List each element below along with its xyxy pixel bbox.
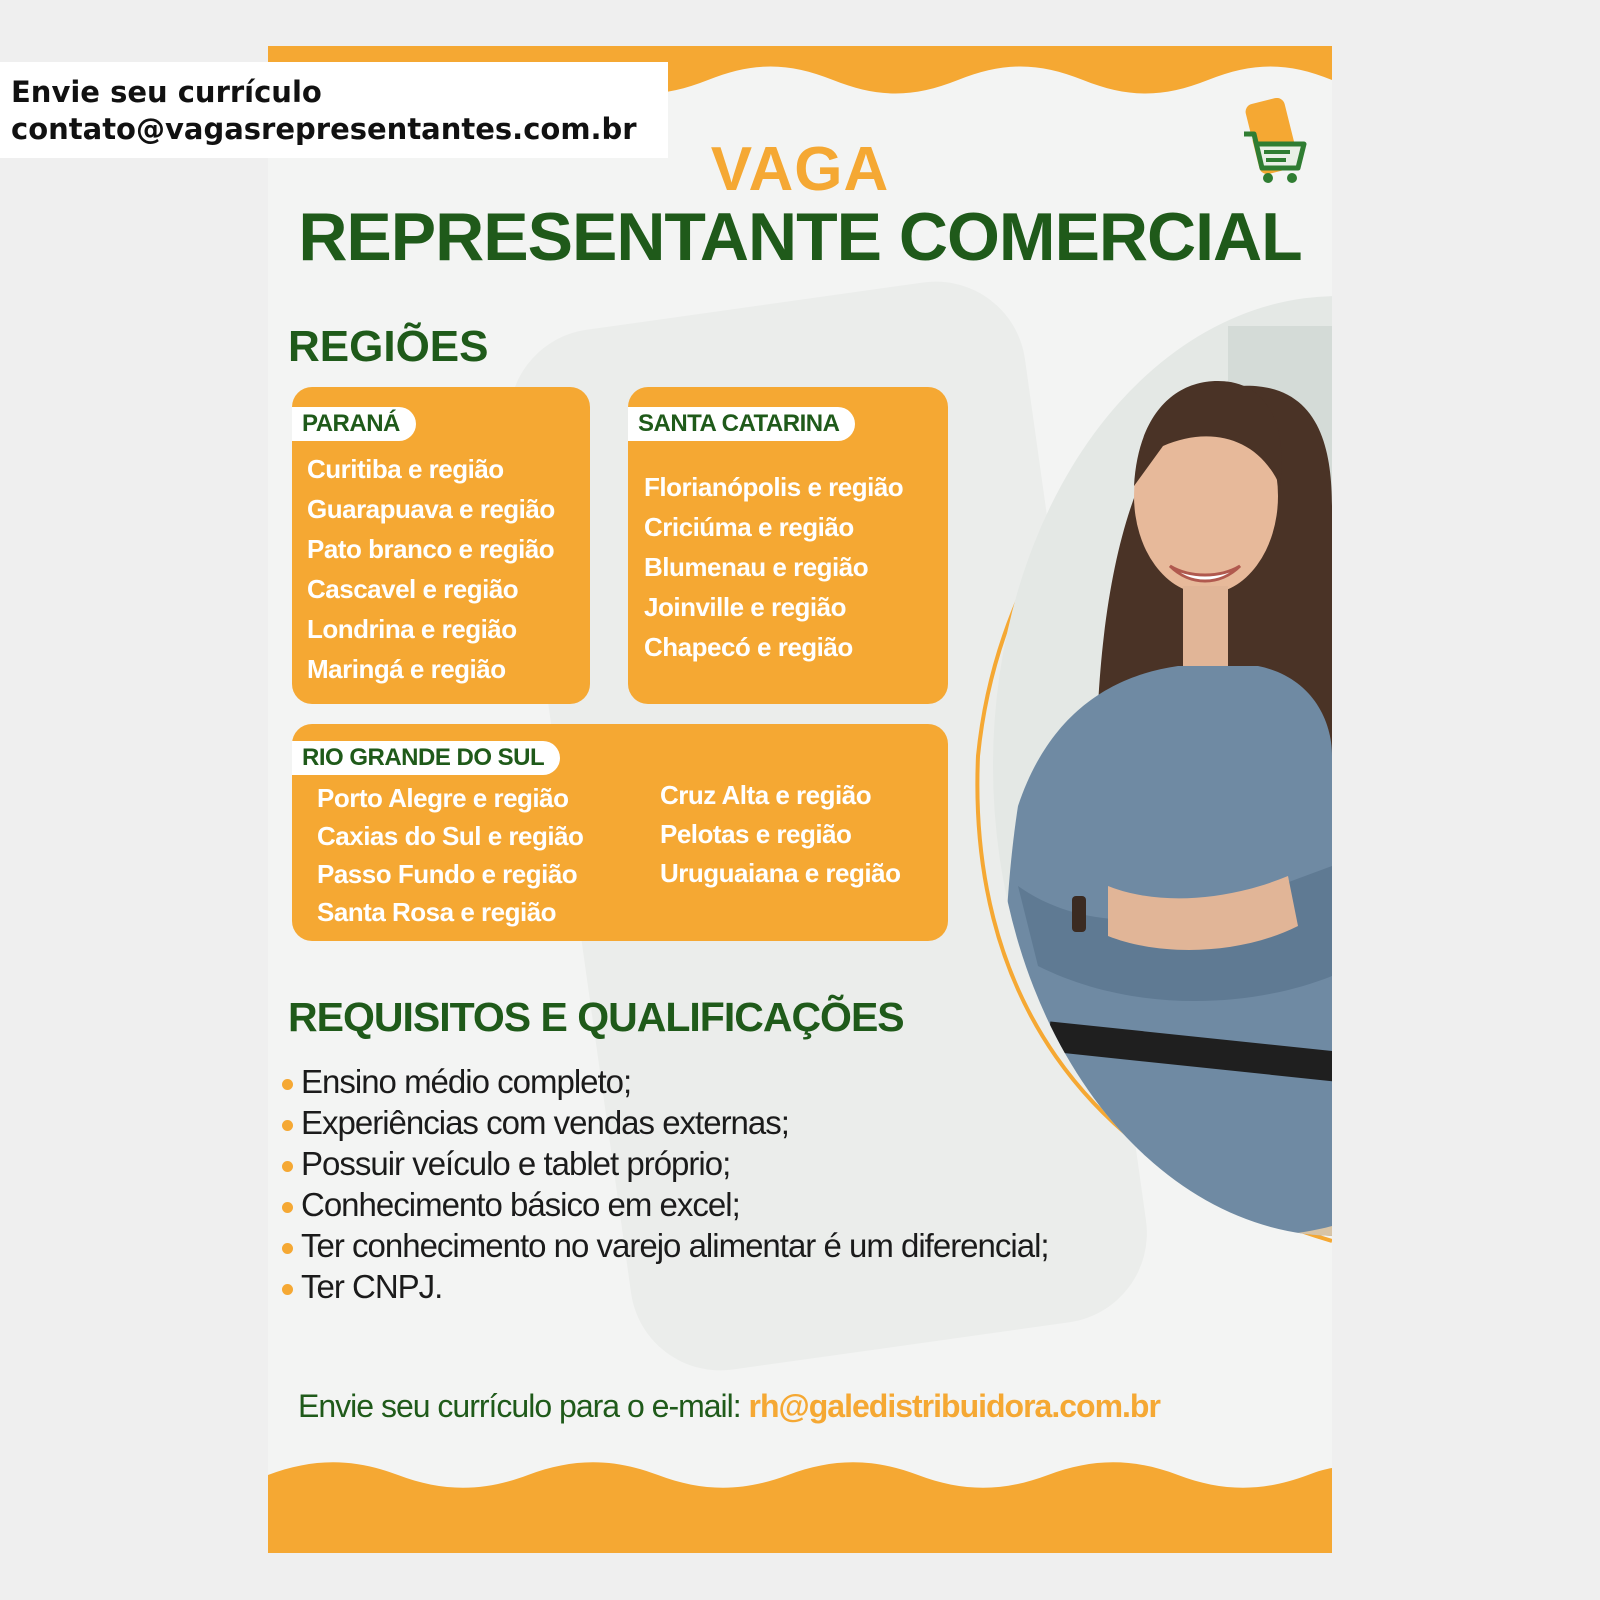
region-label-rio-grande-do-sul: RIO GRANDE DO SUL [292,741,560,775]
list-item: Maringá e região [307,654,506,684]
region-label-parana: PARANÁ [292,407,416,441]
list-item [282,1061,1049,1102]
region-card-rio-grande-do-sul [292,724,948,941]
title-main: REPRESENTANTE COMERCIAL [298,199,1302,275]
list-item: Joinville e região [644,592,846,622]
list-item [282,1102,1049,1143]
list-item: Guarapuava e região [307,494,555,524]
list-item: Uruguaiana e região [660,858,901,888]
overlay-line-1: Envie seu currículo [11,75,322,109]
requirements-list [282,1061,1049,1307]
requirement-text: Ensino médio completo; [301,1063,632,1100]
list-item: Caxias do Sul e região [317,821,584,851]
list-item: Cruz Alta e região [660,780,872,810]
city-list-rio-grande-do-sul-left [317,779,583,931]
list-item [282,1266,1049,1307]
city-list-santa-catarina [644,467,903,667]
requirement-text: Experiências com vendas externas; [301,1104,789,1141]
city-list-parana [307,449,555,689]
contact-email-link[interactable]: rh@galedistribuidora.com.br [748,1388,1160,1424]
requirement-text: Ter conhecimento no varejo alimentar é um diferencial; [301,1227,1049,1264]
list-item: Curitiba e região [307,454,504,484]
list-item: Santa Rosa e região [317,897,557,927]
bullet-icon [282,1161,293,1172]
list-item [282,1184,1049,1225]
job-poster [268,46,1332,1553]
requirement-text: Possuir veículo e tablet próprio; [301,1145,731,1182]
region-label-santa-catarina: SANTA CATARINA [628,407,855,441]
requirement-text: Conhecimento básico em excel; [301,1186,740,1223]
list-item: Criciúma e região [644,512,854,542]
bullet-icon [282,1243,293,1254]
requirements-heading: REQUISITOS E QUALIFICAÇÕES [288,994,904,1040]
list-item: Porto Alegre e região [317,783,569,813]
region-card-santa-catarina [628,387,948,704]
list-item: Chapecó e região [644,632,853,662]
list-item: Passo Fundo e região [317,859,578,889]
requirement-text: Ter CNPJ. [301,1268,443,1305]
list-item: Pelotas e região [660,819,852,849]
region-card-parana [292,387,590,704]
city-list-rio-grande-do-sul-right [660,776,900,893]
bullet-icon [282,1120,293,1131]
list-item: Londrina e região [307,614,517,644]
list-item: Blumenau e região [644,552,869,582]
contact-label: Envie seu currículo para o e-mail: [298,1388,741,1424]
list-item [282,1143,1049,1184]
title-vaga: VAGA [710,135,890,204]
bottom-wave [268,1453,1332,1553]
list-item: Cascavel e região [307,574,519,604]
regions-heading: REGIÕES [288,322,489,371]
list-item: Pato branco e região [307,534,555,564]
contact-line [298,1388,1160,1425]
email-overlay [0,62,668,158]
bullet-icon [282,1079,293,1090]
bullet-icon [282,1202,293,1213]
overlay-email: contato@vagasrepresentantes.com.br [11,112,637,146]
bullet-icon [282,1284,293,1295]
list-item [282,1225,1049,1266]
list-item: Florianópolis e região [644,472,904,502]
